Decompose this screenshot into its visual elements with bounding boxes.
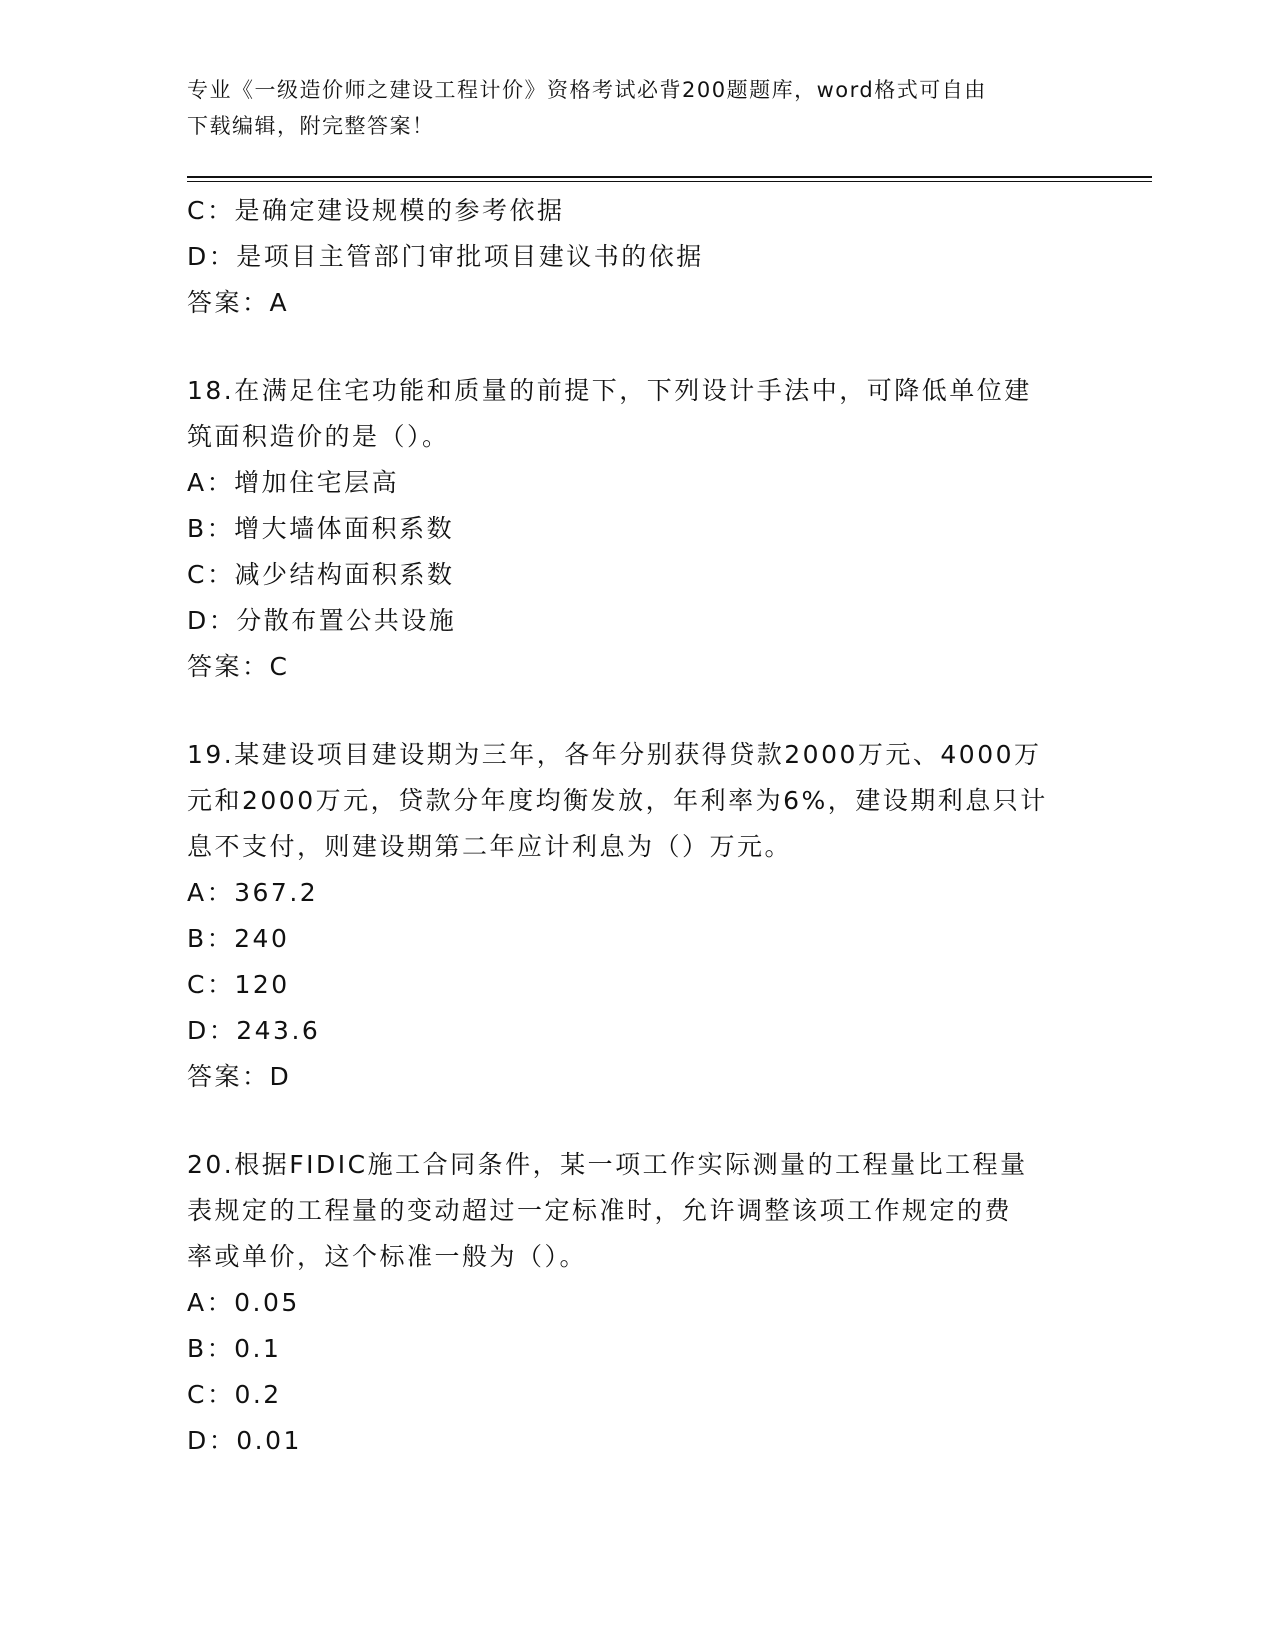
option-c: C：是确定建设规模的参考依据 [187, 196, 565, 225]
header-line-2: 下载编辑，附完整答案！ [187, 114, 435, 138]
option-b: B：240 [187, 924, 290, 953]
question-19 [187, 732, 1087, 1100]
option-b: B：增大墙体面积系数 [187, 514, 455, 543]
question-text-line: 率或单价，这个标准一般为（）。 [187, 1242, 588, 1271]
question-text-line: 20.根据FIDIC施工合同条件，某一项工作实际测量的工程量比工程量 [187, 1150, 1028, 1179]
question-text-line: 18.在满足住宅功能和质量的前提下，下列设计手法中，可降低单位建 [187, 376, 1032, 405]
answer-line: 答案：C [187, 652, 290, 681]
header-line-1: 专业《一级造价师之建设工程计价》资格考试必背200题题库，word格式可自由 [187, 78, 987, 102]
option-c: C：减少结构面积系数 [187, 560, 455, 589]
question-text-line: 筑面积造价的是（）。 [187, 422, 450, 451]
answer-line: 答案：D [187, 1062, 292, 1091]
previous-question-tail [187, 188, 1087, 326]
header-divider-thin [187, 181, 1152, 182]
option-d: D：分散布置公共设施 [187, 606, 457, 635]
option-c: C：0.2 [187, 1380, 282, 1409]
option-d: D：243.6 [187, 1016, 321, 1045]
question-18 [187, 368, 1087, 690]
option-b: B：0.1 [187, 1334, 282, 1363]
option-a: A：0.05 [187, 1288, 300, 1317]
option-c: C：120 [187, 970, 290, 999]
document-body [187, 188, 1087, 1464]
question-text-line: 元和2000万元，贷款分年度均衡发放，年利率为6%，建设期利息只计 [187, 786, 1048, 815]
header-divider-thick [187, 176, 1152, 178]
document-header [187, 72, 1067, 144]
question-text-line: 表规定的工程量的变动超过一定标准时，允许调整该项工作规定的费 [187, 1196, 1013, 1225]
option-d: D：0.01 [187, 1426, 302, 1455]
answer-line: 答案：A [187, 288, 290, 317]
question-text-line: 息不支付，则建设期第二年应计利息为（）万元。 [187, 832, 793, 861]
question-text-line: 19.某建设项目建设期为三年，各年分别获得贷款2000万元、4000万 [187, 740, 1042, 769]
question-20 [187, 1142, 1087, 1464]
option-d: D：是项目主管部门审批项目建议书的依据 [187, 242, 704, 271]
option-a: A：增加住宅层高 [187, 468, 400, 497]
option-a: A：367.2 [187, 878, 319, 907]
